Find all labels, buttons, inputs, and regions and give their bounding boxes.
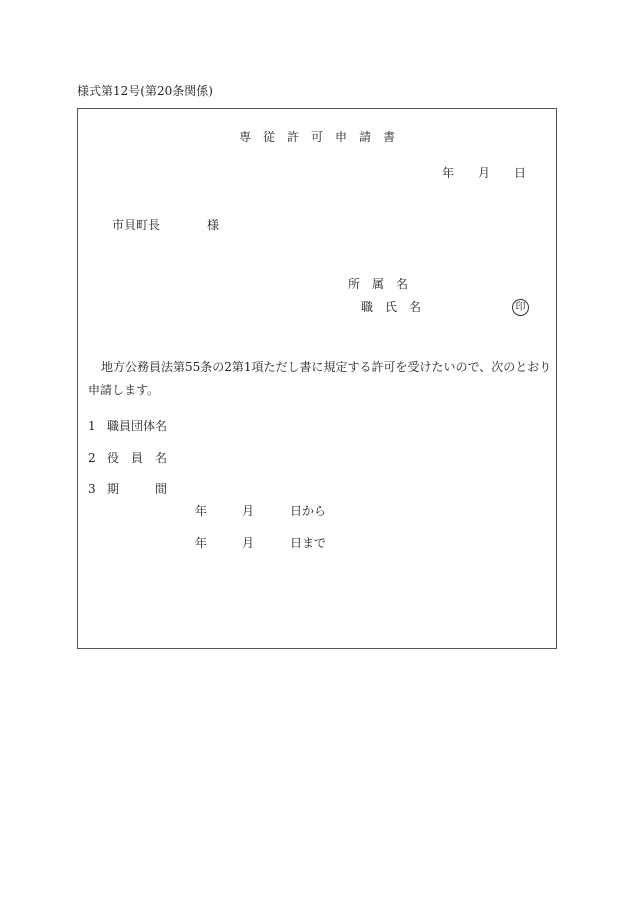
period-to-month: 月: [242, 536, 255, 550]
date-year-label: 年: [442, 166, 455, 180]
period-to-year: 年: [195, 536, 208, 550]
item-label: 役 員 名: [107, 451, 168, 465]
item-number: 2: [88, 451, 96, 465]
item-number: 1: [88, 419, 96, 433]
item-label: 期 間: [107, 482, 168, 496]
position-name-label: 職 氏 名: [361, 300, 422, 314]
body-line: 地方公務員法第55条の2第1項ただし書に規定する許可を受けたいので、次のとおり: [101, 360, 552, 374]
item-label: 職員団体名: [107, 419, 168, 433]
seal-icon: 印: [512, 299, 529, 316]
addressee-name: 市貝町長: [112, 218, 161, 232]
date-month-label: 月: [478, 166, 491, 180]
form-frame: [77, 108, 557, 649]
form-number: 様式第12号(第20条関係): [77, 84, 213, 98]
body-line: 申請します。: [88, 383, 160, 397]
period-from-month: 月: [242, 504, 255, 518]
period-from-year: 年: [195, 504, 208, 518]
period-to-day: 日まで: [290, 536, 327, 550]
period-from-day: 日から: [290, 504, 327, 518]
date-day-label: 日: [514, 166, 527, 180]
affiliation-label: 所 属 名: [348, 277, 409, 291]
document-title: 専 従 許 可 申 請 書: [239, 130, 396, 144]
addressee-honorific: 様: [207, 218, 220, 232]
item-number: 3: [88, 482, 96, 496]
